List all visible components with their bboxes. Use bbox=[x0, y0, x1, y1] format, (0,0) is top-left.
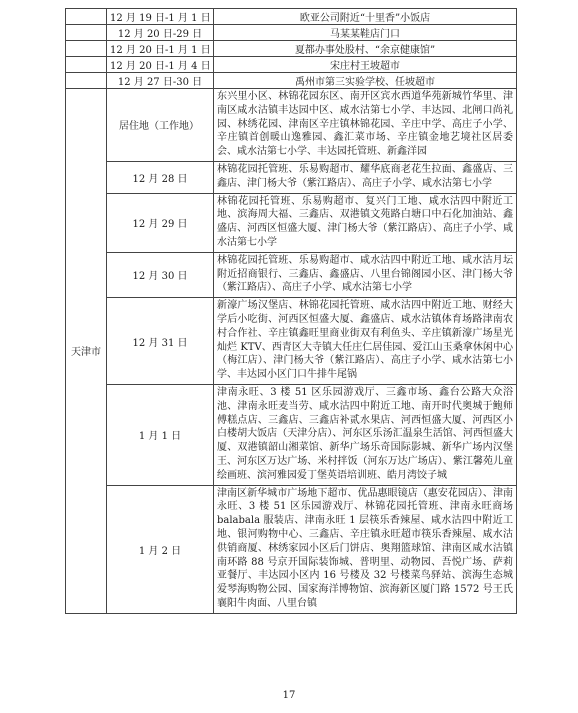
place-cell: 马某某鞋店门口 bbox=[214, 25, 517, 41]
places-cell: 东兴里小区、林锦花园东区、南开区宾水西道华苑新城竹华里、津南区咸水沽镇丰达园中区、咸水沽第七小学、丰达园、北闸口尚礼园、林绣花园、津南区辛庄镇林锦花园、辛庄中学、高庄子小学、辛庄镇首创暖山逸雅园、鑫汇菜市场、辛庄镇金地艺境社区居委会、咸水沽第七小学、丰达园托管班、新鑫洋园 bbox=[214, 89, 517, 162]
place-cell: 夏都办事处股村、“余京健康馆” bbox=[214, 41, 517, 57]
places-cell: 新濠广场汉堡店、林锦花园托管班、咸水沽四中附近工地、财经大学后小吃街、河西区恒盛大厦、鑫盛店、咸水沽镇体育场路津南农村合作社、辛庄镇鑫旺里商业街双有利鱼头、辛庄镇新濠广场星光灿烂 KTV、西青区大寺镇大任庄仁居佳园、爱江山玉桑拿休闲中心（梅江店）、津门杨大爷（紫江路店）、高庄子小学、咸水沽第七小学、丰达园小区门口牛排牛尾锅 bbox=[214, 298, 517, 385]
table-row bbox=[66, 25, 517, 41]
table-row bbox=[66, 485, 517, 613]
date-cell: 12 月 20 日-1 月 4 日 bbox=[107, 57, 214, 73]
section-label: 1 月 1 日 bbox=[107, 384, 214, 485]
section-label: 居住地（工作地） bbox=[107, 89, 214, 162]
empty-cell bbox=[66, 9, 107, 25]
places-cell: 林锦花园托管班、乐易购超市、耀华底商老花生拉面、鑫盛店、三鑫店、津门杨大爷（紫江路店）、高庄子小学、咸水沽第七小学 bbox=[214, 161, 517, 193]
table-row bbox=[66, 298, 517, 385]
place-cell: 宋庄村王坡超市 bbox=[214, 57, 517, 73]
city-cell: 天津市 bbox=[66, 89, 107, 614]
table-row bbox=[66, 161, 517, 193]
section-label: 1 月 2 日 bbox=[107, 485, 214, 613]
table-row bbox=[66, 252, 517, 297]
empty-cell bbox=[66, 25, 107, 41]
page-number: 17 bbox=[282, 690, 296, 701]
table-row bbox=[66, 89, 517, 162]
table-row bbox=[66, 57, 517, 73]
section-label: 12 月 31 日 bbox=[107, 298, 214, 385]
places-cell: 津南永旺、3 楼 51 区乐园游戏厅、三鑫市场、鑫台公路大众浴池、津南永旺麦当劳、咸水沽四中附近工地、南开时代奥城于鲍师傅糕点店、三鑫店、三鑫店补贰水果店、河西恒盛大厦、河西区小白楼胡大饭店（天津分店）、河东区乐汤汇温泉生活馆、河西恒盛大厦、双港镇韶山湘菜馆、新华广场乐奇国际影城、新华广场内汉堡王、河东区万达广场、米村拌饭（河东万达广场店）、紫江馨苑儿童绘画班、滨河雅园爱丁堡英语培训班、皓月湾饺子城 bbox=[214, 384, 517, 485]
date-cell: 12 月 27 日-30 日 bbox=[107, 73, 214, 89]
section-label: 12 月 28 日 bbox=[107, 161, 214, 193]
table-row bbox=[66, 193, 517, 252]
date-cell: 12 月 20 日-29 日 bbox=[107, 25, 214, 41]
table-row bbox=[66, 41, 517, 57]
empty-cell bbox=[66, 57, 107, 73]
case-locations-table bbox=[65, 8, 517, 614]
date-cell: 12 月 19 日-1 月 1 日 bbox=[107, 9, 214, 25]
place-cell: 禹州市第三实验学校、任坡超市 bbox=[214, 73, 517, 89]
empty-cell bbox=[66, 73, 107, 89]
table-row bbox=[66, 384, 517, 485]
places-cell: 津南区新华城市广场地下超市、优品惠眼镜店（惠安花园店）、津南永旺、3 楼 51 区乐园游戏厅、林锦花园托管班、津南永旺商场 balabala 服装店、津南永旺 1 层筷乐香辣屋、咸水沽四中附近工地、银河购物中心、三鑫店、辛庄镇永旺超市筷乐香辣屋、咸水沽供销商厦、林绣家园小区后门饼店、奥翔篮球馆、津南区咸水沽镇南环路 88 号京开国际装饰城、普明里、动物园、吾悦广场、萨莉亚餐厅、丰达园小区内 16 号楼及 32 号楼菜鸟驿站、滨海生态城爱琴海购物公园、国家海洋博物馆、滨海新区厦门路 1572 号王氏襄阳牛肉面、八里台镇 bbox=[214, 485, 517, 613]
table-row bbox=[66, 73, 517, 89]
table-row bbox=[66, 9, 517, 25]
date-cell: 12 月 20 日-1 月 1 日 bbox=[107, 41, 214, 57]
places-cell: 林锦花园托管班、乐易购超市、咸水沽四中附近工地、咸水沽月坛附近招商银行、三鑫店、鑫盛店、八里台锦阁园小区、津门杨大爷（紫江路店）、高庄子小学、咸水沽第七小学 bbox=[214, 252, 517, 297]
section-label: 12 月 29 日 bbox=[107, 193, 214, 252]
empty-cell bbox=[66, 41, 107, 57]
places-cell: 林锦花园托管班、乐易购超市、复兴门工地、咸水沽四中附近工地、滨海周大福、三鑫店、双港镇文苑路白塘口中石化加油站、鑫盛店、河西区恒盛大厦、津门杨大爷（紫江路店）、高庄子小学、咸水沽第七小学 bbox=[214, 193, 517, 252]
place-cell: 欧亚公司附近“十里香”小饭店 bbox=[214, 9, 517, 25]
section-label: 12 月 30 日 bbox=[107, 252, 214, 297]
